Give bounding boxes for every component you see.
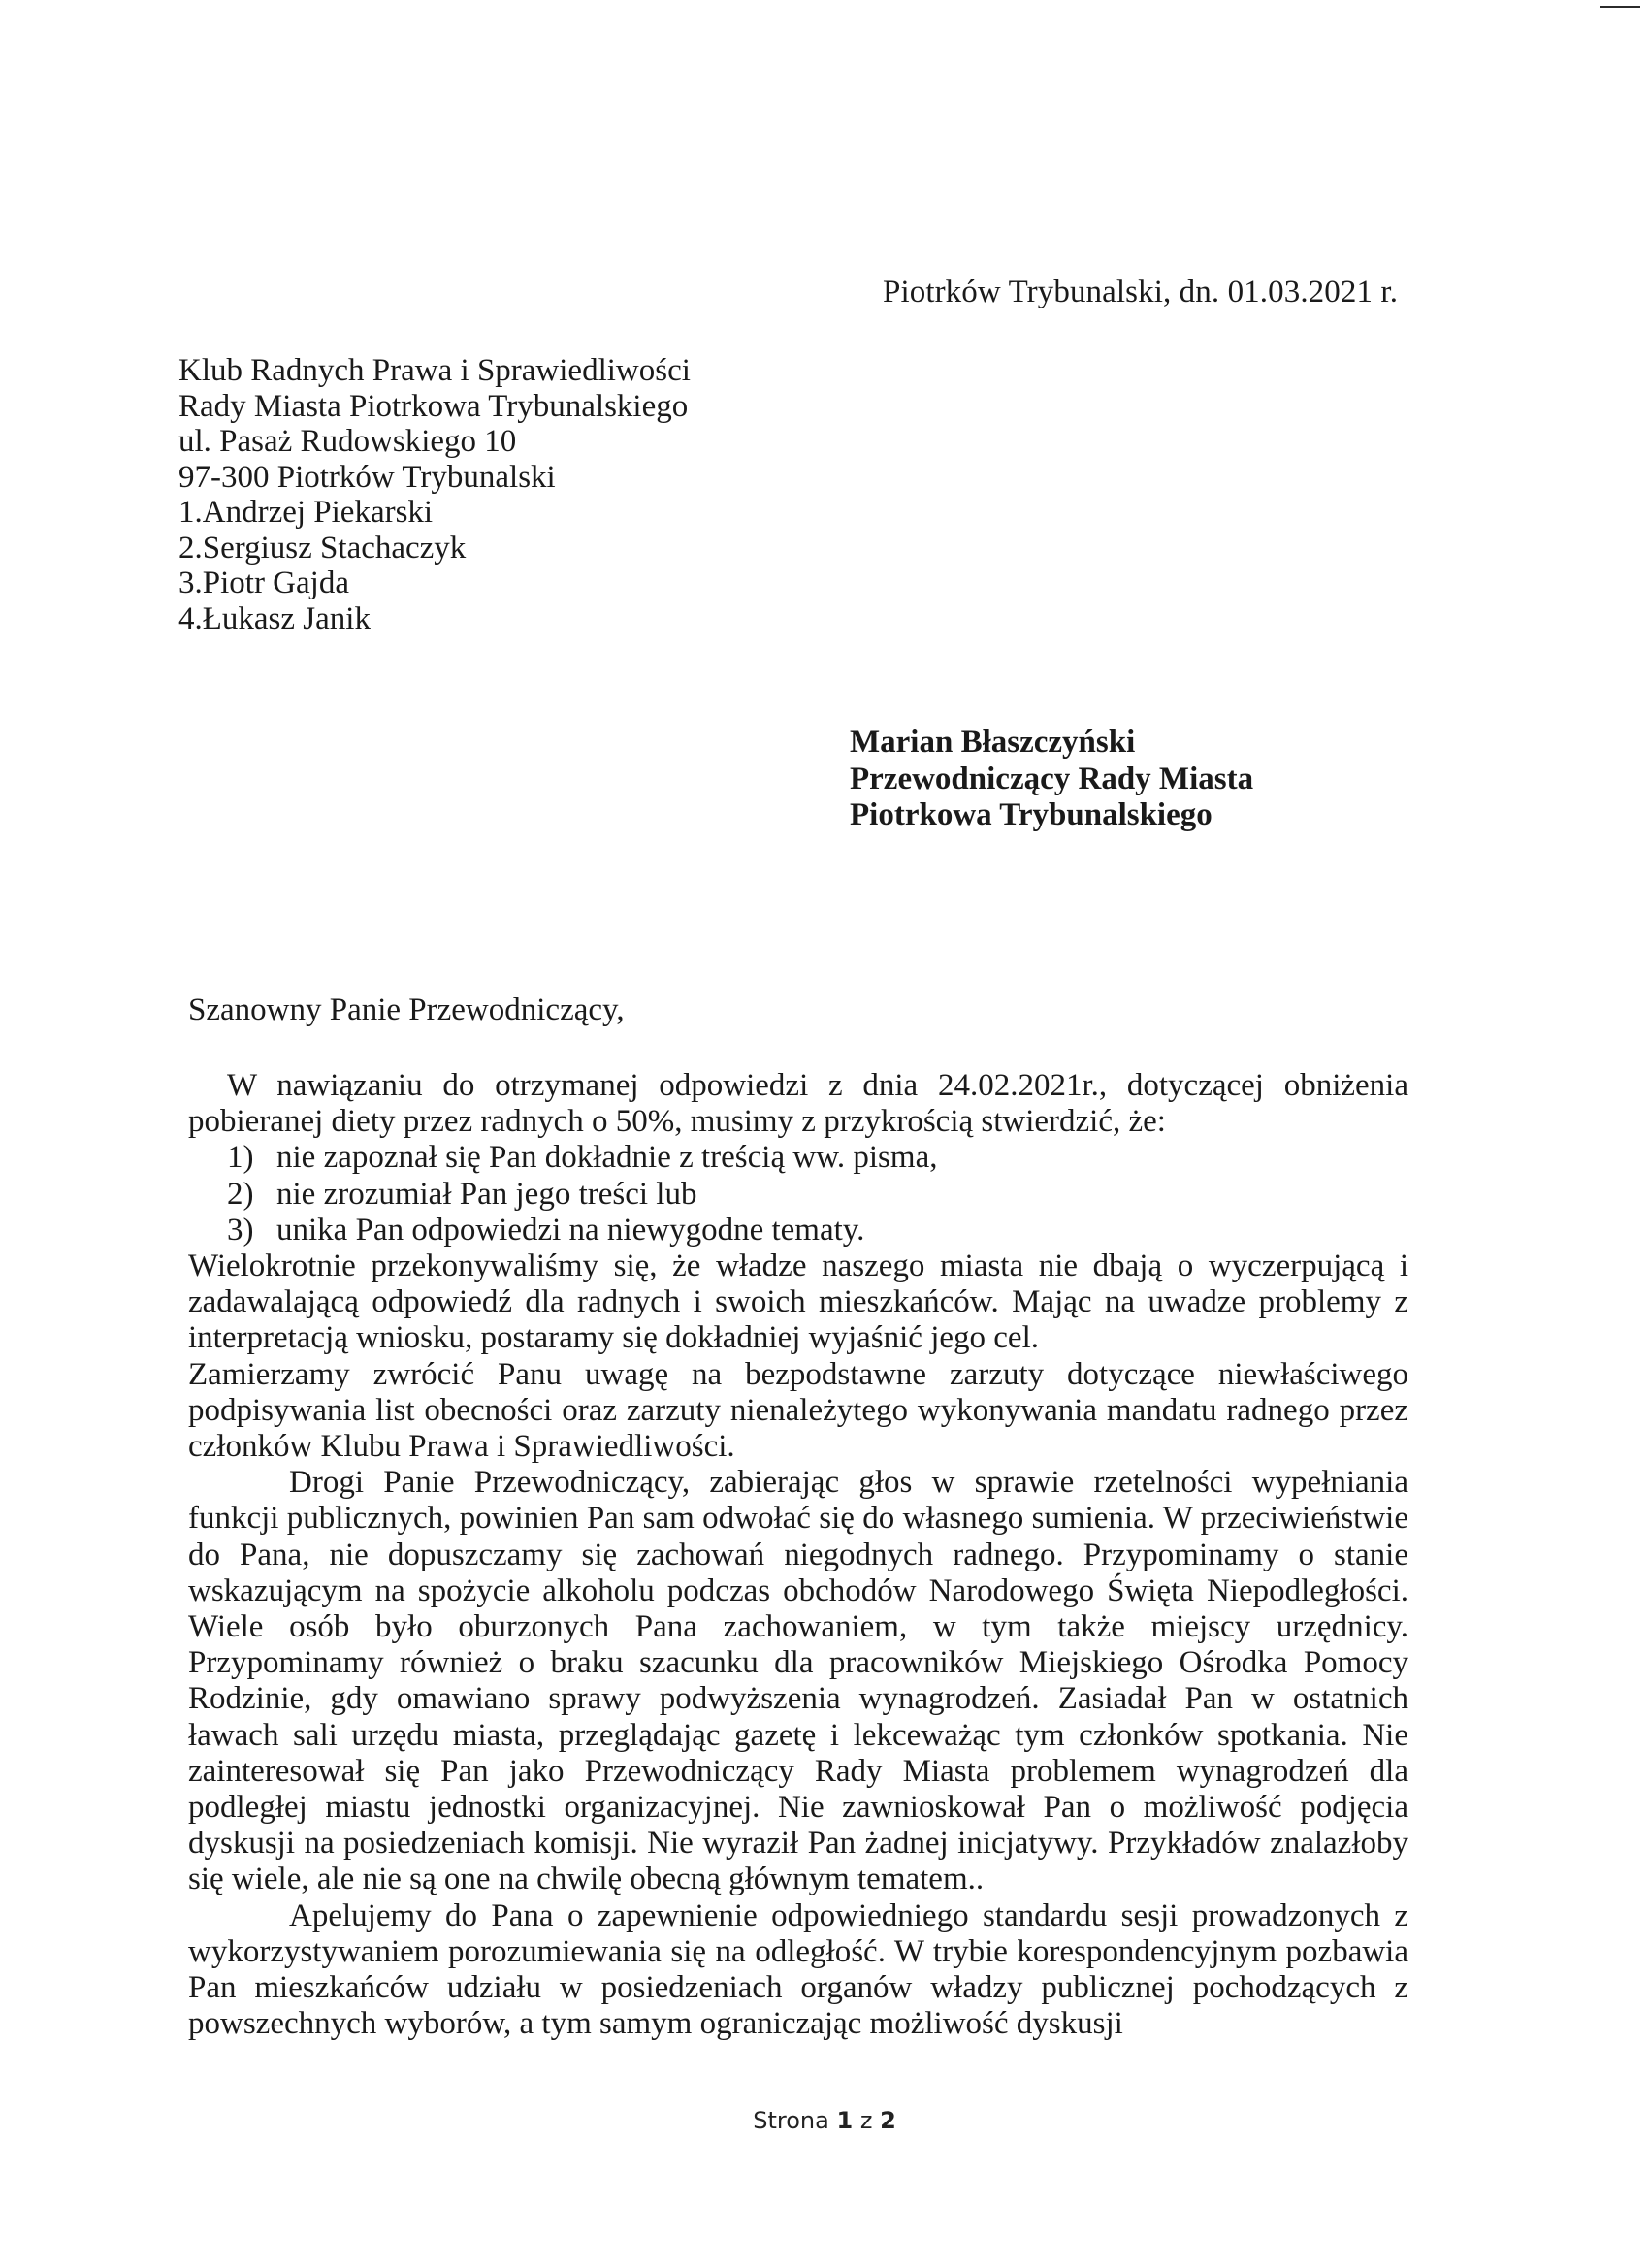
sender-line: ul. Pasaż Rudowskiego 10 [178,424,517,459]
list-text: nie zrozumiał Pan jego treści lub [276,1176,697,1212]
date-line: Piotrków Trybunalski, dn. 01.03.2021 r. [883,275,1399,309]
recipient-block [850,725,1253,834]
sender-line: Rady Miasta Piotrkowa Trybunalskiego [178,388,689,424]
sender-line: 97-300 Piotrków Trybunalski [178,459,556,495]
list-item [188,1140,1408,1176]
list-number: 1) [227,1140,254,1176]
list-item [188,1177,1408,1213]
list-text: unika Pan odpowiedzi na niewygodne tematy. [276,1212,865,1247]
sender-member: 1.Andrzej Piekarski [178,495,434,530]
numbered-list [188,1140,1408,1248]
sender-member: 2.Sergiusz Stachaczyk [178,530,467,566]
list-number: 2) [227,1176,254,1212]
paragraph: Drogi Panie Przewodniczący, zabierając głos w sprawie rzetelności wypełniania funkcji publicznych, powinien Pan sam odwołać się do własnego sumienia. W przeciwieństwie do Pana, nie dopuszczamy się zachowań niegodnych radnego. Przypominamy o stanie wskazującym na spożycie alkoholu podczas obchodów Narodowego Święta Niepodległości. Wiele osób było oburzonych Pana zachowaniem, w tym także miejscy urzędnicy. Przypominamy również o braku szacunku dla pracowników Miejskiego Ośrodka Pomocy Rodzinie, gdy omawiano sprawy podwyższenia wynagrodzeń. Zasiadał Pan w ostatnich ławach sali urzędu miasta, przeglądając gazetę i lekceważąc tym członków spotkania. Nie zainteresował się Pan jako Przewodniczący Rady Miasta problemem wynagrodzeń dla podległej miastu jednostki organizacyjnej. Nie zawnioskował Pan o możliwość podjęcia dyskusji na posiedzeniach komisji. Nie wyraził Pan żadnej inicjatywy. Przykładów znalazłoby się wiele, ale nie są one na chwilę obecną głównym tematem.. [188,1465,1408,1897]
total-pages: 2 [880,2107,896,2134]
list-text: nie zapoznał się Pan dokładnie z treścią ww. pisma, [276,1140,938,1176]
paragraph: Wielokrotnie przekonywaliśmy się, że władze naszego miasta nie dbają o wyczerpującą i zadawalającą odpowiedź dla radnych i swoich mieszkańców. Mając na uwadze problemy z interpretacją wniosku, postaramy się dokładniej wyjaśnić jego cel. [188,1248,1408,1356]
sender-line: Klub Radnych Prawa i Sprawiedliwości [178,353,691,388]
sender-block [178,353,691,636]
paragraph: Apelujemy do Pana o zapewnienie odpowiedniego standardu sesji prowadzonych z wykorzystywaniem porozumiewania się na odległość. W trybie korespondencyjnym pozbawia Pan mieszkańców udziału w posiedzeniach organów władzy publicznej pochodzących z powszechnych wyborów, a tym samym ograniczając możliwość dyskusji [188,1897,1408,2042]
sender-member: 4.Łukasz Janik [178,600,371,636]
list-item [188,1213,1408,1248]
scan-corner-mark [1600,6,1640,8]
recipient-title: Przewodniczący Rady Miasta [850,761,1254,796]
salutation: Szanowny Panie Przewodniczący, [188,992,625,1027]
page-label: Strona [753,2107,829,2134]
page-footer [0,2107,1649,2134]
paragraph-intro: W nawiązaniu do otrzymanej odpowiedzi z dnia 24.02.2021r., dotyczącej obniżenia pobieranej diety przez radnych o 50%, musimy z przykrością stwierdzić, że: [188,1068,1408,1140]
letter-body [188,1068,1408,2042]
page-separator: z [859,2107,873,2134]
list-number: 3) [227,1212,254,1247]
recipient-title: Piotrkowa Trybunalskiego [850,797,1212,832]
current-page: 1 [836,2107,854,2134]
sender-member: 3.Piotr Gajda [178,566,349,600]
recipient-name: Marian Błaszczyński [850,725,1136,760]
paragraph: Zamierzamy zwrócić Panu uwagę na bezpodstawne zarzuty dotyczące niewłaściwego podpisywania list obecności oraz zarzuty nienależytego wykonywania mandatu radnego przez członków Klubu Prawa i Sprawiedliwości. [188,1356,1408,1465]
